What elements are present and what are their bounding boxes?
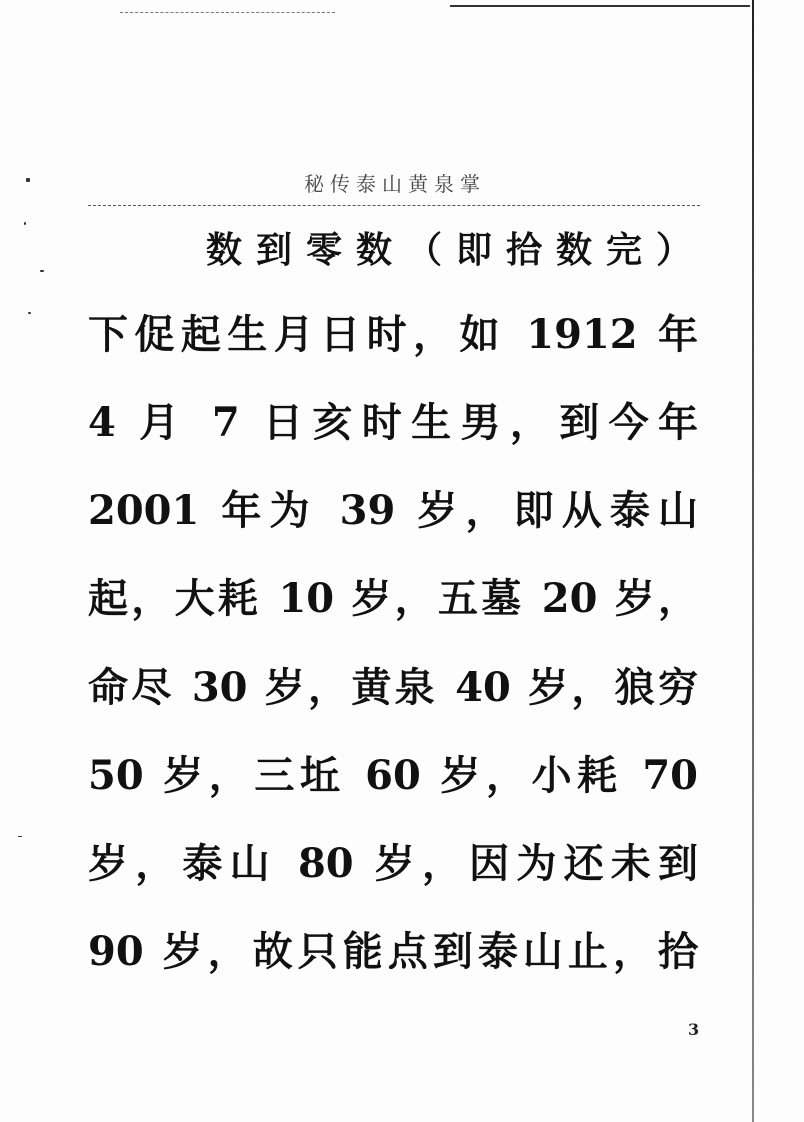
scan-artifact-line <box>450 5 750 7</box>
page-edge-shadow <box>752 0 754 1122</box>
running-head: 秘传泰山黄泉掌 <box>304 172 486 196</box>
scan-speck <box>18 836 22 837</box>
scan-speck <box>28 312 31 314</box>
body-text-line: 50 岁，三坵 60 岁，小耗 70 <box>88 752 698 799</box>
scan-speck <box>26 178 30 182</box>
body-text-line: 下促起生月日时，如 1912 年 <box>88 311 698 358</box>
body-text-line: 命尽 30 岁，黄泉 40 岁，狼穷 <box>88 664 698 711</box>
section-title: 数到零数（即拾数完） <box>206 229 707 271</box>
body-text-line: 90 岁，故只能点到泰山止，拾 <box>88 928 698 975</box>
body-text-line: 起，大耗 10 岁，五墓 20 岁， <box>88 575 698 622</box>
body-text-line: 岁，泰山 80 岁，因为还未到 <box>88 840 698 887</box>
scan-speck <box>24 222 26 225</box>
header-rule <box>88 205 700 206</box>
body-text-line: 4 月 7 日亥时生男，到今年 <box>88 399 698 446</box>
scan-speck <box>40 270 44 272</box>
scan-artifact-line <box>120 12 335 13</box>
body-text-line: 2001 年为 39 岁，即从泰山 <box>88 487 698 534</box>
page-number: 3 <box>688 1020 700 1039</box>
